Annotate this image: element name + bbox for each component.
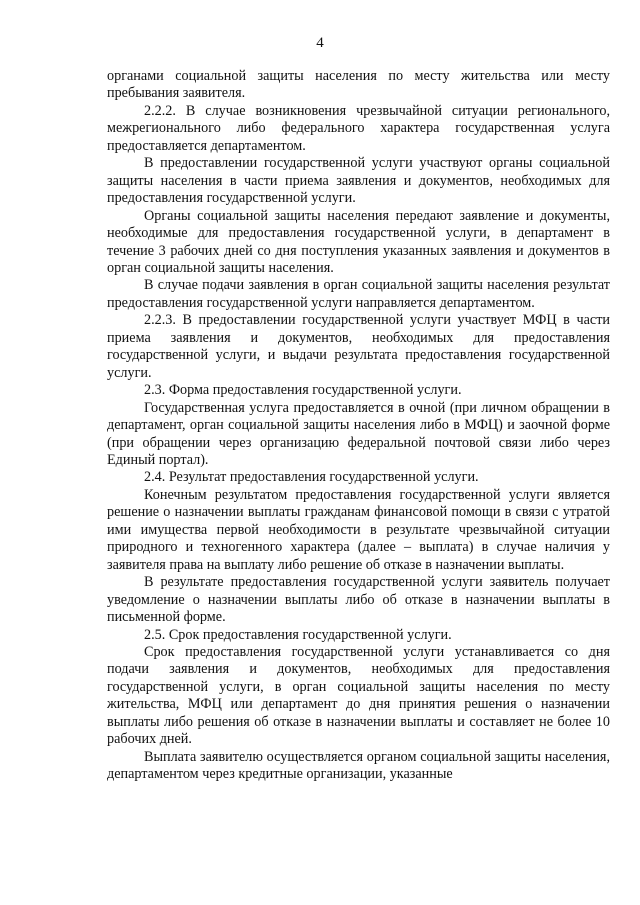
- paragraph: Государственная услуга предоставляется в очной (при личном обращении в департамент, орган социальной защиты населения либо в МФЦ) и заочной форме (при обращении через организацию федеральной почтовой связи либо через Единый портал).: [107, 399, 610, 468]
- page-number: 4: [316, 35, 324, 51]
- paragraph: В результате предоставления государственной услуги заявитель получает уведомление о назначении выплаты либо об отказе в назначении выплаты в письменной форме.: [107, 574, 610, 626]
- document-body: [107, 68, 610, 784]
- section-heading-2-5: 2.5. Срок предоставления государственной услуги.: [144, 626, 452, 643]
- section-heading-2-3: 2.3. Форма предоставления государственной услуги.: [144, 382, 462, 399]
- paragraph: Выплата заявителю осуществляется органом социальной защиты населения, департаментом через кредитные организации, указанные: [107, 748, 610, 783]
- paragraph: Конечным результатом предоставления государственной услуги является решение о назначении выплаты гражданам финансовой помощи в связи с утратой ими имущества первой необходимости в результате чрезвычайной ситуации природного и техногенного характера (далее – выплата) в случае наличия у заявителя права на выплату либо решение об отказе в назначении выплаты.: [107, 486, 610, 573]
- paragraph-2-2-2: 2.2.2. В случае возникновения чрезвычайной ситуации регионального, межрегионального либо федерального характера государственная услуга предоставляется департаментом.: [107, 102, 610, 154]
- paragraph-2-2-3: 2.2.3. В предоставлении государственной услуги участвует МФЦ в части приема заявления и документов, необходимых для предоставления государственной услуги, и выдачи результата предоставления государственной услуги.: [107, 312, 610, 381]
- paragraph: В предоставлении государственной услуги участвуют органы социальной защиты населения в части приема заявления и документов, необходимых для предоставления государственной услуги.: [107, 155, 610, 207]
- section-heading-2-4: 2.4. Результат предоставления государственной услуги.: [144, 469, 479, 486]
- paragraph: Срок предоставления государственной услуги устанавливается со дня подачи заявления и документов, необходимых для предоставления государственной услуги, в орган социальной защиты населения по месту жительства, МФЦ или департамент до дня принятия решения о назначении выплаты либо решения об отказе в назначении выплаты и составляет не более 10 рабочих дней.: [107, 643, 610, 748]
- paragraph-continuation: органами социальной защиты населения по месту жительства или месту пребывания заявителя.: [107, 68, 610, 102]
- paragraph: В случае подачи заявления в орган социальной защиты населения результат предоставления государственной услуги направляется департаментом.: [107, 277, 610, 311]
- paragraph: Органы социальной защиты населения передают заявление и документы, необходимые для предоставления государственной услуги, в департамент в течение 3 рабочих дней со дня поступления указанных заявления и документов в орган социальной защиты населения.: [107, 207, 610, 276]
